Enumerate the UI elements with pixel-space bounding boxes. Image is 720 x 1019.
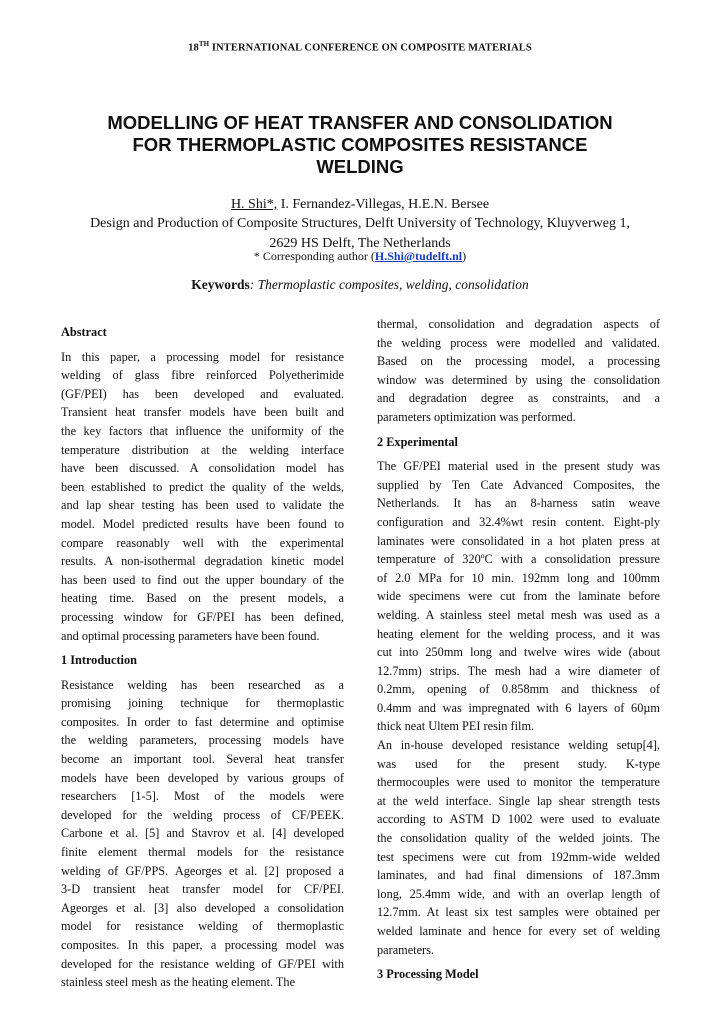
text-line: temperature distribution at the welding interface [61,442,344,457]
text-line: model for resistance welding of thermoplastic [61,919,344,934]
text-line: Transient heat transfer models have been built and [61,405,344,420]
title-line-3: WELDING [316,156,404,177]
text-line: the consolidation quality of the welded joints. The [377,831,660,846]
text-line: configuration and 32.4%wt resin content. Eight-ply [377,514,660,529]
text-line: composites. In order to fast determine and optimise [61,714,344,729]
abstract-body [61,348,344,646]
paper-title [80,112,640,178]
text-line: thick neat Ultem PEI resin film. [377,719,535,734]
text-line: thermocouples were used to monitor the temperature [377,775,660,790]
text-line: 3-D transient heat transfer model for CF/PEI. [61,882,344,897]
text-line: The GF/PEI material used in the present study was [377,459,660,474]
text-line: have been discussed. A consolidation model has [61,461,344,476]
text-line: (GF/PEI) has been developed and evaluated. [61,386,344,401]
keywords [40,277,680,293]
co-authors: I. Fernandez-Villegas, H.E.N. Bersee [277,197,490,212]
processing-model-heading: 3 Processing Model [377,967,479,982]
affiliation-line-1: Design and Production of Composite Structures, Delft University of Technology, Kluyverweg 1, [90,216,630,231]
text-line: Based on the processing model, a processing [377,354,660,369]
intro-body [61,676,344,992]
text-line: window was determined by using the consolidation [377,372,660,387]
text-line: welding of glass fibre reinforced Polyetherimide [61,368,344,383]
text-line: has been used to find out the upper boundary of the [61,572,344,587]
text-line: and lap shear testing has been used to validate the [61,498,344,513]
text-line: 0.2mm, opening of 0.858mm and thickness of [377,682,660,697]
title-line-2: FOR THERMOPLASTIC COMPOSITES RESISTANCE [132,134,588,155]
text-line: welded laminate and hence for every set of welding [377,924,660,938]
text-line: parameters optimization was performed. [377,409,576,424]
text-line: promising joining technique for thermoplastic [61,696,344,711]
title-line-1: MODELLING OF HEAT TRANSFER AND CONSOLIDATION [107,112,613,133]
text-line: long, 25.4mm wide, and with an overlap length of [377,886,660,901]
intro-continuation [377,315,660,427]
text-line: An in-house developed resistance welding setup[4], [377,738,660,753]
text-line: the key factors that influence the uniformity of the [61,423,344,438]
text-line: according to ASTM D 1002 were used to evaluate [377,812,660,827]
text-line: compare reasonably well with the experimental [61,535,344,550]
text-line: stainless steel mesh as the heating element. The [61,975,296,990]
text-line: heating time. Based on the present models, a [61,591,344,606]
keywords-text: : Thermoplastic composites, welding, consolidation [249,277,529,292]
text-line: and degradation degree as constraints, and a [377,391,660,406]
text-line: welding of GF/PPS. Ageorges et al. [2] proposed a [61,863,344,878]
text-line: 0.4mm and was impregnated with 6 layers of 60µm [377,700,660,715]
text-line: at the weld interface. Single lap shear strength tests [377,793,660,808]
text-line: the welding process were modelled and validated. [377,335,660,350]
author-list [40,195,680,215]
left-column [61,323,344,992]
text-line: was used for the present study. K-type [377,756,660,771]
text-line: Carbone et al. [5] and Stavrov et al. [4] developed [61,826,344,841]
abstract-heading: Abstract [61,325,107,339]
text-line: and optimal processing parameters have been found. [61,628,320,643]
keywords-label: Keywords [191,277,250,292]
affiliation [40,214,680,254]
text-line: temperature of 320ºC with a consolidation pressure [377,552,660,567]
text-line: wide specimens were cut from the laminate before [377,589,660,604]
first-author: H. Shi*, [230,197,278,212]
text-line: results. A non-isothermal degradation kinetic model [61,554,344,569]
text-line: of 2.0 MPa for 10 min. 192mm long and 100mm [377,570,660,585]
experimental-heading: 2 Experimental [377,434,458,449]
text-line: welding. A stainless steel metal mesh was used as a [377,607,660,622]
text-line: 12.7mm) strips. The mesh had a wire diameter of [377,663,660,678]
corresponding-author: * Corresponding author (H.Shi@tudelft.nl) [253,249,467,263]
text-line: developed for the resistance welding of GF/PEI with [61,956,344,971]
text-line: model. Model predicted results have been found to [61,516,344,531]
experimental-body [377,457,660,959]
text-line: laminates were consolidated in a hot platen press at [377,533,660,548]
author-email-link[interactable]: H.Shi@tudelft.nl [374,249,463,263]
text-line: models have been developed by various groups of [61,770,344,785]
text-line: developed for the welding process of CF/PEEK. [61,807,344,822]
text-line: supplied by Ten Cate Advanced Composites, the [377,477,660,492]
text-line: thermal, consolidation and degradation aspects of [377,317,660,331]
text-line: finite element thermal models for the resistance [61,845,344,860]
right-column [377,315,660,984]
affiliation-line-2: 2629 HS Delft, The Netherlands [269,236,451,251]
text-line: been established to predict the quality of the welds, [61,479,344,494]
text-line: Resistance welding has been researched as a [61,677,344,692]
text-line: processing window for GF/PEI has been defined, [61,609,344,624]
text-line: become an important tool. Several heat transfer [61,752,344,767]
text-line: 12.7mm. At least six test samples were obtained per [377,905,660,920]
text-line: heating element for the welding process, and it was [377,626,660,641]
text-line: test specimens were cut from 192mm-wide welded [377,849,660,864]
text-line: Netherlands. It has an 8-harness satin weave [377,496,660,511]
text-line: the welding parameters, processing models have [61,733,344,748]
text-line: Ageorges et al. [3] also developed a consolidation [61,900,344,915]
text-line: parameters. [377,942,435,957]
conference-header: 18TH INTERNATIONAL CONFERENCE ON COMPOSITE MATERIALS [188,40,532,54]
text-line: laminates, and had final dimensions of 187.3mm [377,868,660,883]
text-line: researchers [1-5]. Most of the models were [61,789,344,804]
text-line: In this paper, a processing model for resistance [61,349,344,364]
intro-heading: 1 Introduction [61,653,137,668]
text-line: composites. In this paper, a processing model was [61,938,344,952]
text-line: cut into 250mm long and twelve wires wide (about [377,645,660,660]
